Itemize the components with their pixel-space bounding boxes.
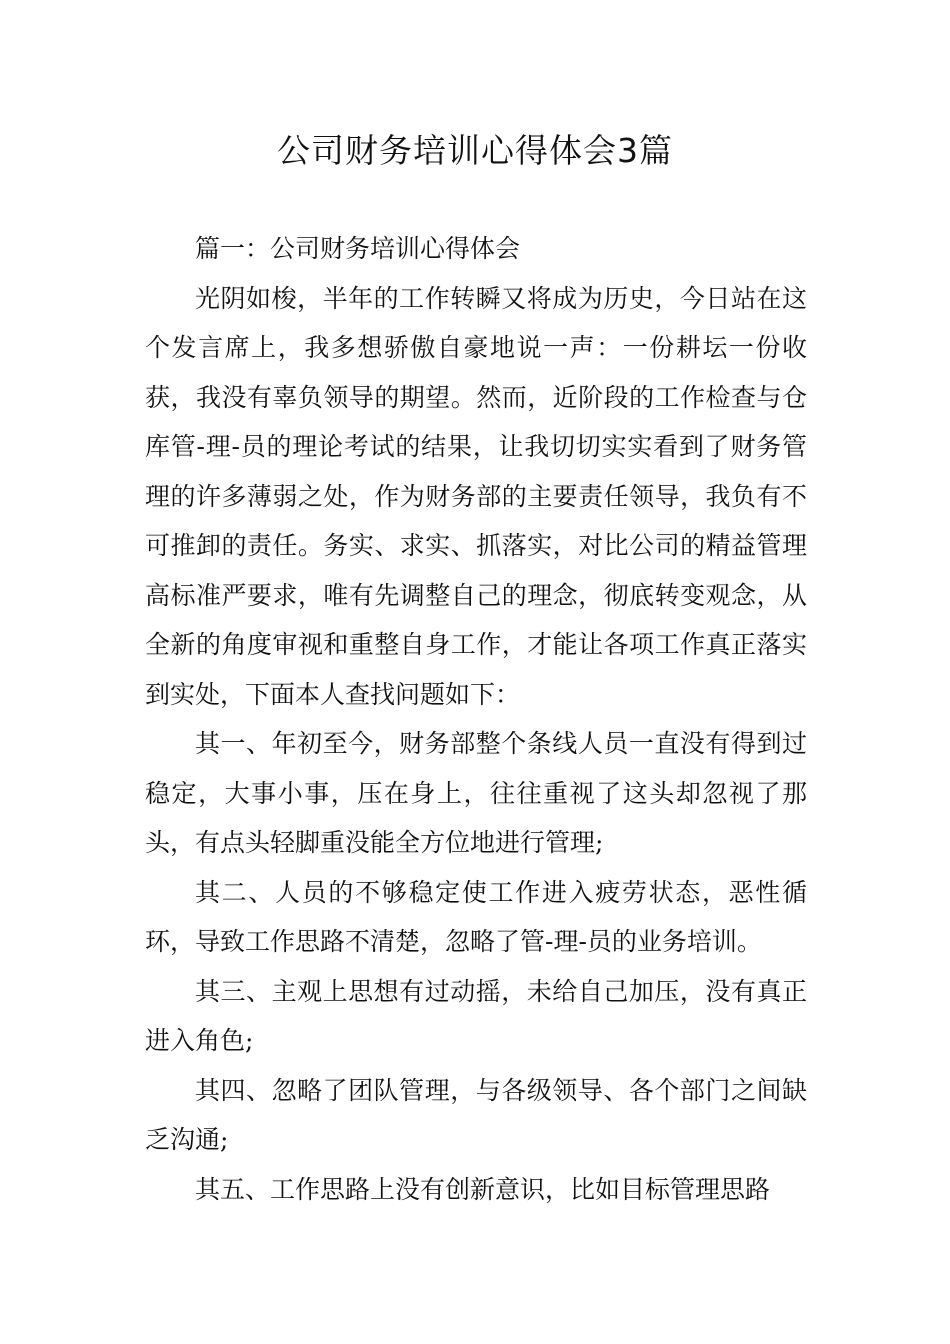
paragraph: 其五、工作思路上没有创新意识，比如目标管理思路 bbox=[195, 1174, 771, 1204]
paragraph: 其一、年初至今，财务部整个条线人员一直没有得到过稳定，大事小事，压在身上，往往重视了这头却忽视了那头，有点头轻脚重没能全方位地进行管理; bbox=[145, 729, 807, 857]
paragraph: 其三、主观上思想有过动摇，未给自己加压，没有真正进入角色; bbox=[145, 976, 807, 1055]
paragraph: 其四、忽略了团队管理，与各级领导、各个部门之间缺乏沟通; bbox=[145, 1075, 807, 1154]
document-body bbox=[145, 224, 807, 1214]
paragraph: 光阴如梭，半年的工作转瞬又将成为历史，今日站在这个发言席上，我多想骄傲自豪地说一声：一份耕坛一份收获，我没有辜负领导的期望。然而，近阶段的工作检查与仓库管-理-员的理论考试的结果，让我切切实实看到了财务管理的许多薄弱之处，作为财务部的主要责任领导，我负有不可推卸的责任。务实、求实、抓落实，对比公司的精益管理高标准严要求，唯有先调整自己的理念，彻底转变观念，从全新的角度审视和重整自身工作，才能让各项工作真正落实到实处，下面本人查找问题如下： bbox=[145, 283, 807, 709]
paragraph: 其二、人员的不够稳定使工作进入疲劳状态，恶性循环，导致工作思路不清楚，忽略了管-理-员的业务培训。 bbox=[145, 877, 807, 956]
document-title: 公司财务培训心得体会3篇 bbox=[277, 131, 673, 170]
section-heading: 篇一：公司财务培训心得体会 bbox=[195, 234, 521, 263]
